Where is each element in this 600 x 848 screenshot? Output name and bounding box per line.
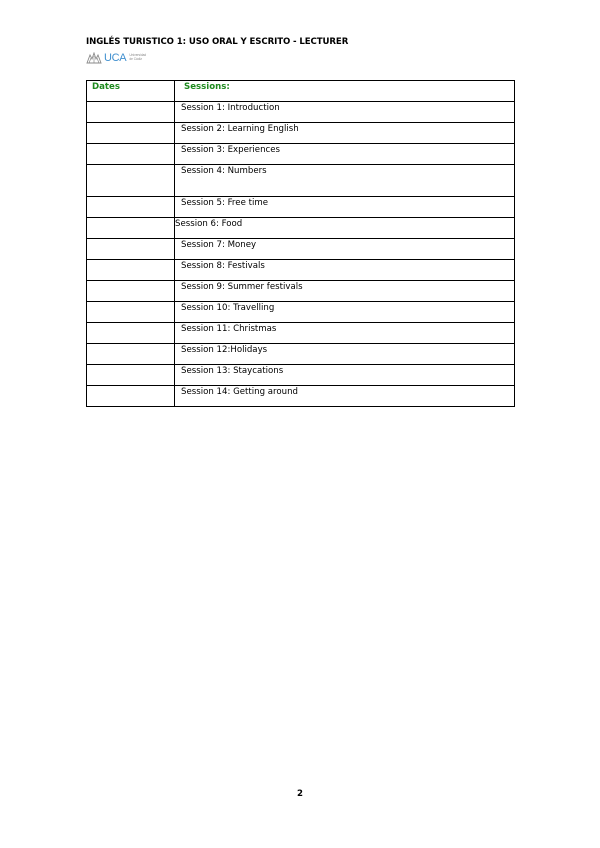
date-cell [87,281,175,302]
date-cell [87,365,175,386]
session-cell: Session 1: Introduction [175,102,515,123]
session-cell: Session 7: Money [175,239,515,260]
date-cell [87,344,175,365]
date-cell [87,218,175,239]
session-cell: Session 5: Free time [175,197,515,218]
date-cell [87,302,175,323]
logo-subtitle-line1: Universidad [129,53,147,58]
date-cell [87,144,175,165]
date-cell [87,260,175,281]
date-cell [87,323,175,344]
logo-subtitle [129,54,155,61]
table-row [87,123,515,144]
document-title: INGLÉS TURISTICO 1: USO ORAL Y ESCRITO - LECTURER [86,37,349,47]
session-cell: Session 8: Festivals [175,260,515,281]
table-row [87,344,515,365]
page-number: 2 [297,789,303,799]
table-row [87,302,515,323]
date-cell [87,165,175,197]
date-cell [87,197,175,218]
session-cell: Session 14: Getting around [175,386,515,407]
table-header-row [87,81,515,102]
session-cell: Session 13: Staycations [175,365,515,386]
table-row [87,197,515,218]
date-cell [87,123,175,144]
table-row [87,323,515,344]
session-cell: Session 3: Experiences [175,144,515,165]
date-cell [87,102,175,123]
date-cell [87,239,175,260]
session-cell: Session 9: Summer festivals [175,281,515,302]
session-cell: Session 10: Travelling [175,302,515,323]
session-cell: Session 12:Holidays [175,344,515,365]
university-logo [86,51,155,65]
table-row [87,144,515,165]
table-row [87,386,515,407]
session-cell: Session 2: Learning English [175,123,515,144]
dates-column-header: Dates [87,81,175,102]
date-cell [87,386,175,407]
table-row [87,218,515,239]
session-cell: Session 6: Food [175,218,515,239]
session-cell: Session 11: Christmas [175,323,515,344]
uca-emblem-icon [86,52,102,64]
logo-text: UCA [104,52,127,64]
table-row [87,102,515,123]
table-row [87,260,515,281]
sessions-column-header: Sessions: [175,81,515,102]
session-cell: Session 4: Numbers [175,165,515,197]
table-row [87,165,515,197]
sessions-table [86,80,515,407]
table-row [87,239,515,260]
logo-subtitle-line2: de Cádiz [129,57,142,61]
table-row [87,281,515,302]
table-row [87,365,515,386]
